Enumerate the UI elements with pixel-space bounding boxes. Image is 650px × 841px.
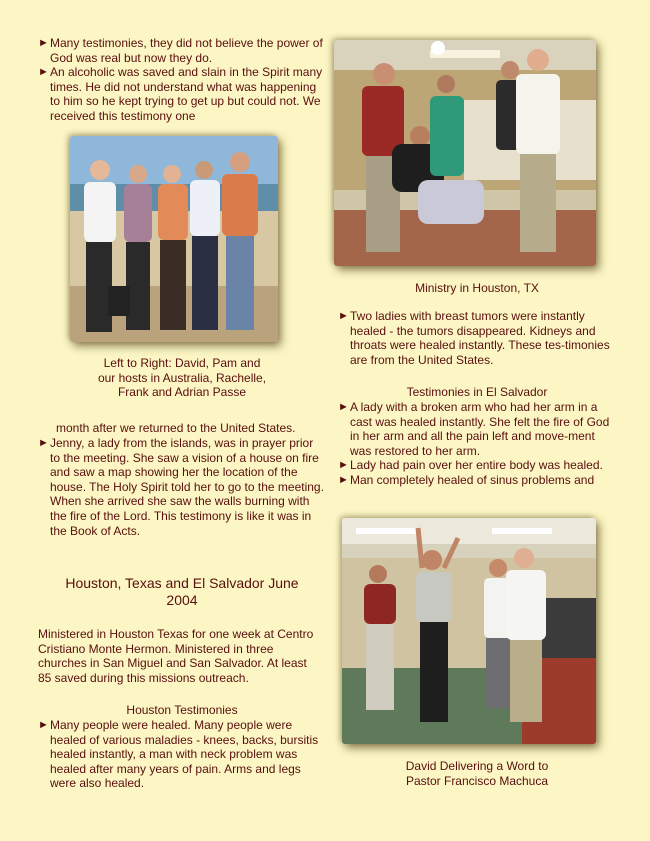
arrow-bullet-icon: ► [38, 66, 49, 79]
arrow-bullet-icon: ► [338, 473, 349, 486]
arrow-bullet-icon: ► [38, 437, 49, 449]
bullet-item: ► Lady had pain over her entire body was healed. [338, 458, 603, 473]
sermon-photo-image [342, 518, 596, 744]
continuation-text: month after we returned to the United States. [56, 421, 296, 435]
bullet-item: ► Many testimonies, they did not believe the power of God was real but now they do. [38, 36, 323, 65]
ministry-photo-image [334, 40, 596, 266]
arrow-bullet-icon: ► [338, 459, 349, 472]
el-salvador-testimonies [338, 400, 616, 488]
el-salvador-heading: Testimonies in El Salvador [406, 385, 548, 399]
ministered-paragraph: Ministered in Houston Texas for one week at Centro Cristiano Monte Hermon. Ministered in three churches in San Miguel and San Salvador. At least 85 saved during this missions outreach. [38, 627, 314, 685]
photo-david-delivering-word [342, 518, 596, 744]
arrow-bullet-icon: ► [38, 37, 49, 49]
beach-photo-image [70, 136, 278, 342]
bullet-item: ► A lady with a broken arm who had her arm in a cast was healed instantly. She felt the fire of God in her arm and all the pain left and move-ment was restored to her arm. [338, 400, 610, 458]
photo-group-australia [70, 136, 278, 342]
bullet-item: ► Man completely healed of sinus problems and [338, 472, 595, 487]
bullet-item: ► Two ladies with breast tumors were instantly healed - the tumors disappeared. Kidneys and throats were healed instantly. These tes-timonies are from the United States. [338, 309, 610, 367]
us-testimonies [338, 309, 616, 367]
houston-testimonies-heading: Houston Testimonies [126, 703, 238, 717]
bullet-item: ► Many people were healed. Many people were healed of various maladies - knees, backs, bursitis healed instantly, a man with neck problem was healed after many years of pain. Arms and legs were also healed. [38, 718, 319, 791]
bullet-item: ► Jenny, a lady from the islands, was in prayer prior to the meeting. She saw a vision of a house on fire and saw a map showing her the location of the house. The Holy Spirit told her to go to the meeting. When she arrived she saw the walls burning with the fire of the Lord. This testimony is like it was in the Book of Acts. [38, 436, 324, 538]
bullet-item: ► An alcoholic was saved and slain in the Spirit many times. He did not understand what was happening to him so he kept trying to get up but could not. We received this testimony one [38, 65, 323, 123]
left-top-bullets [38, 36, 326, 124]
arrow-bullet-icon: ► [338, 310, 349, 322]
houston-testimonies [38, 718, 326, 791]
photo-ministry-houston [334, 40, 596, 266]
jenny-testimony [38, 436, 326, 538]
photo2-caption: Ministry in Houston, TX [415, 281, 539, 295]
photo3-caption: David Delivering a Word to Pastor Francisco Machuca [405, 759, 549, 788]
arrow-bullet-icon: ► [338, 401, 349, 413]
arrow-bullet-icon: ► [38, 719, 49, 731]
section-heading: Houston, Texas and El Salvador June 2004 [65, 575, 299, 608]
photo1-caption: Left to Right: David, Pam and our hosts in Australia, Rachelle, Frank and Adrian Passe [97, 356, 267, 400]
